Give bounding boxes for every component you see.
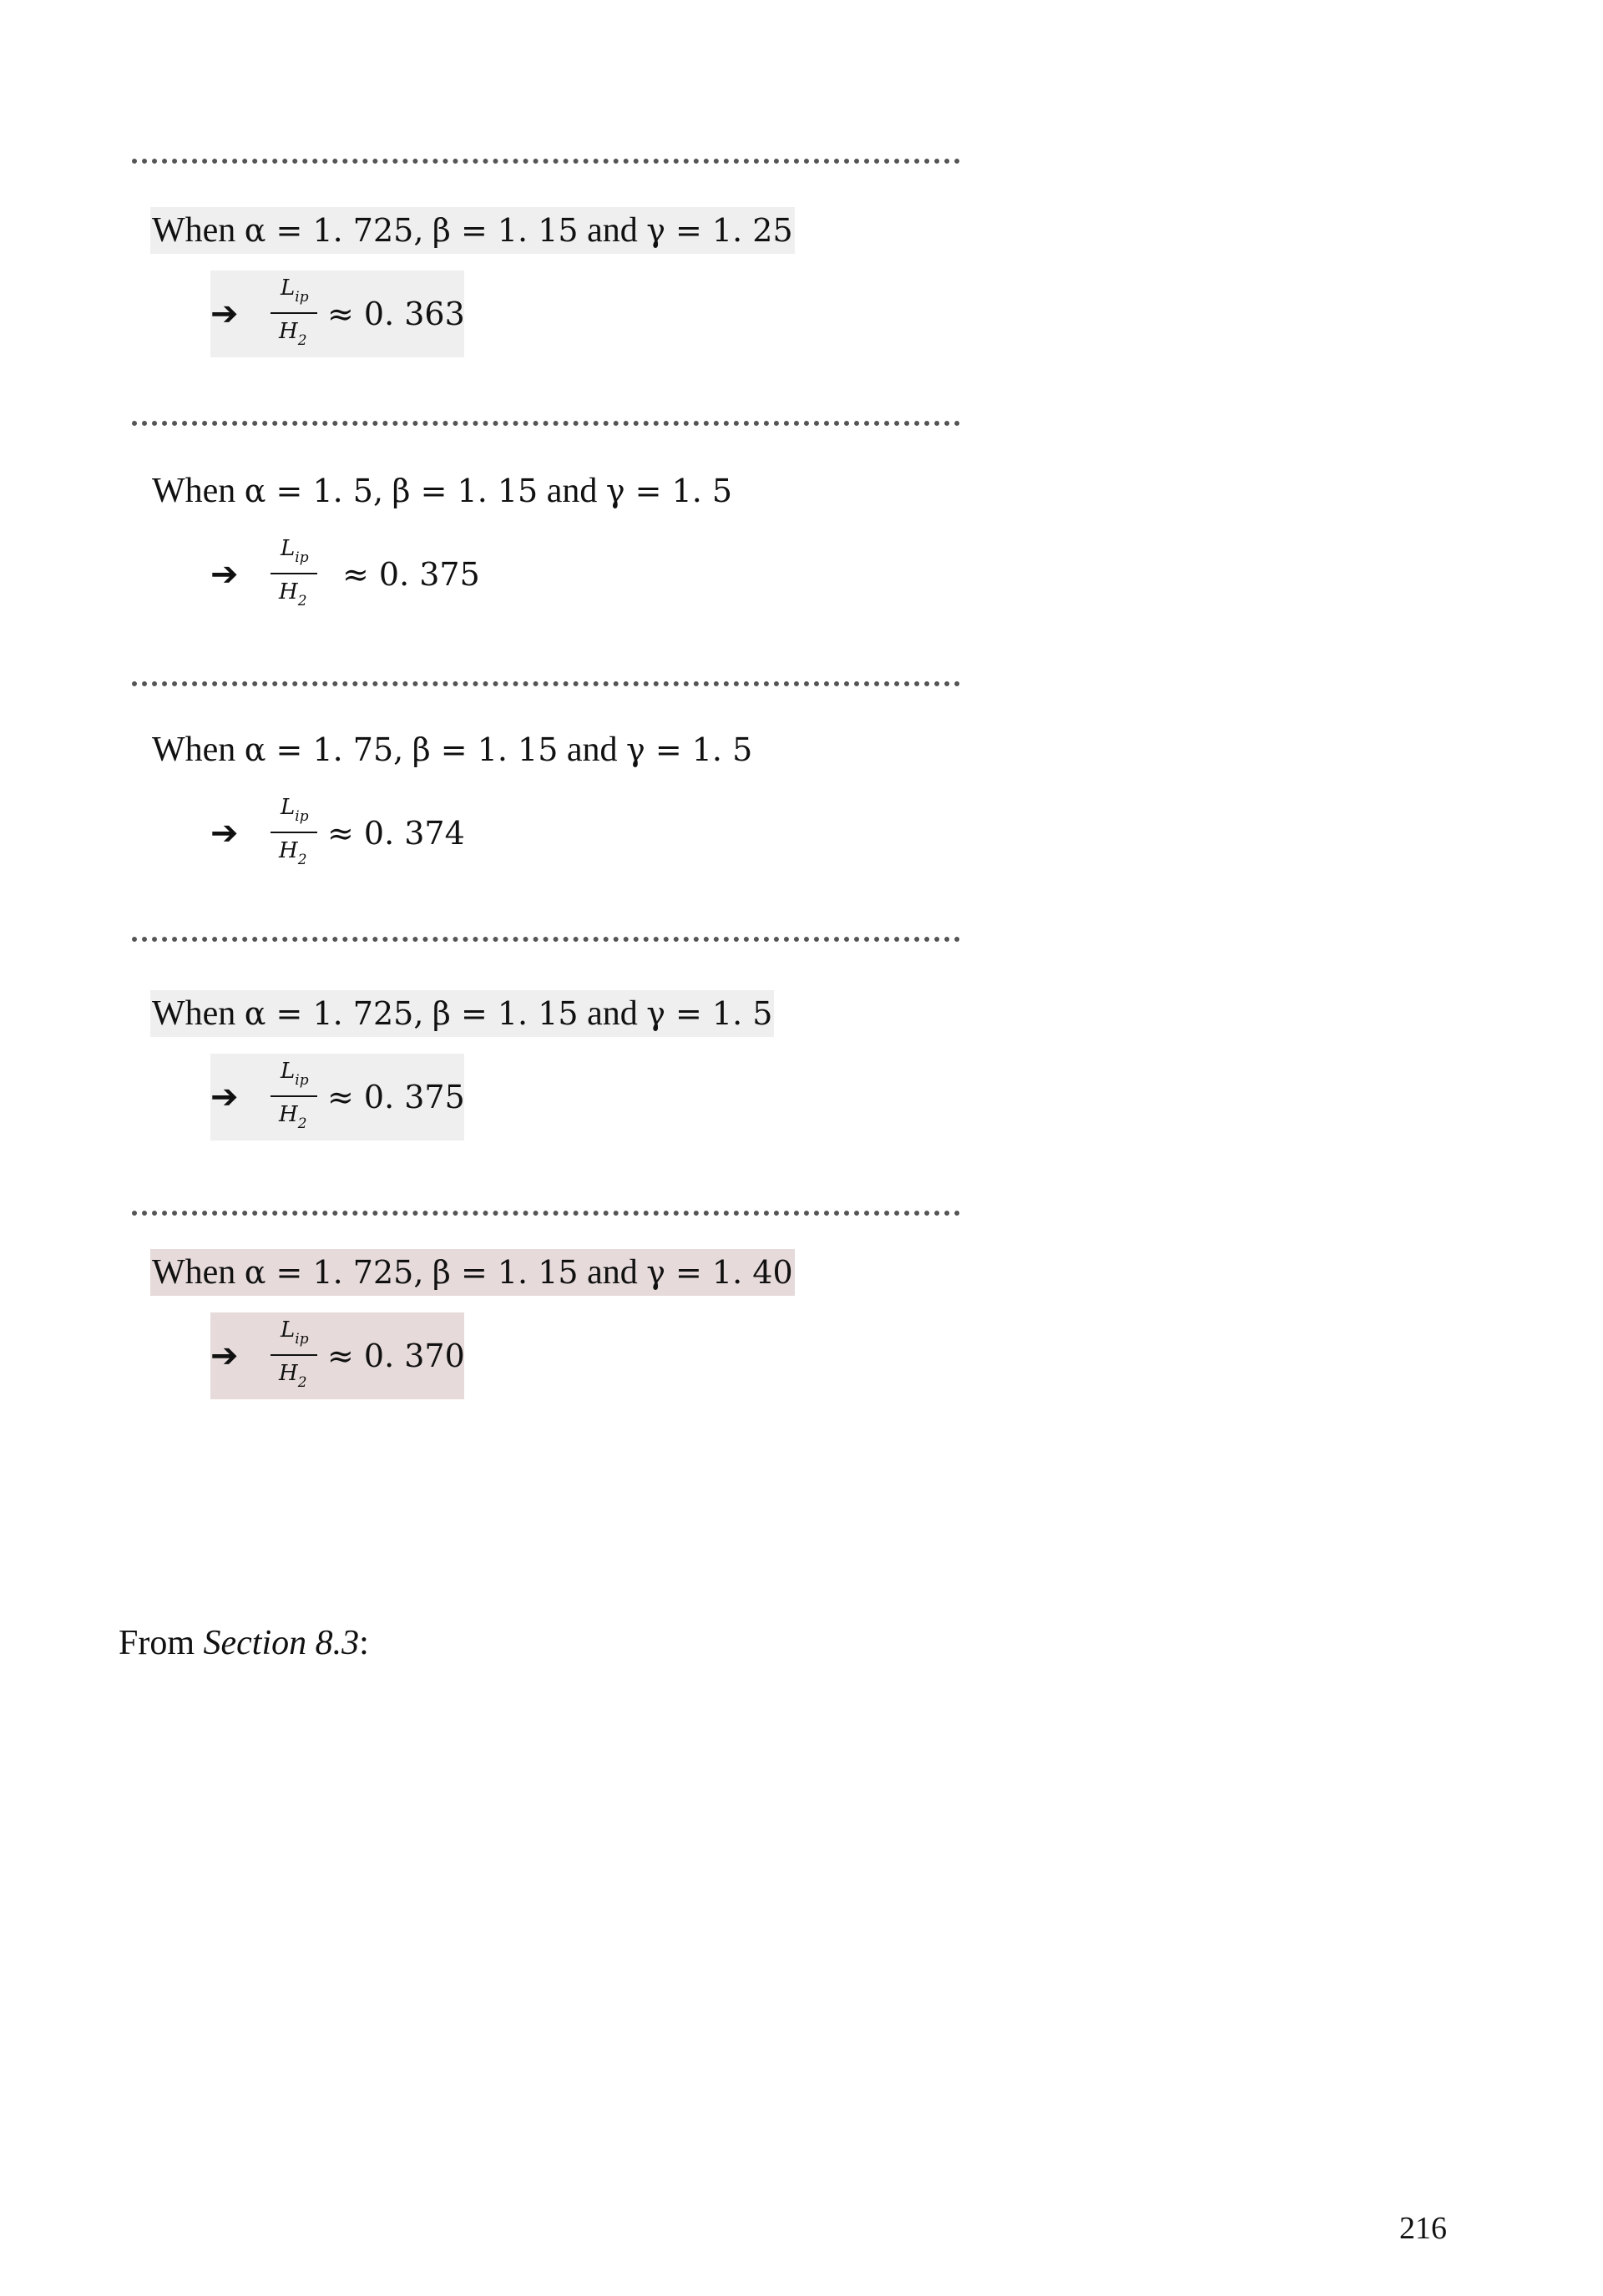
fraction-numerator: $L_{ip}$ — [281, 1317, 309, 1348]
fraction-numerator: $L_{ip}$ — [281, 536, 309, 566]
section-reference — [119, 1620, 369, 1666]
gamma-expression: γ = 1. 5 — [605, 473, 733, 509]
result-line — [210, 1054, 464, 1140]
right-arrow-icon: ➔ — [210, 555, 239, 594]
approx-value: ≈ 0. 374 — [327, 815, 465, 852]
result-line — [210, 1312, 464, 1399]
alpha-expression: α = 1. 5, — [244, 473, 384, 509]
condition-line — [150, 990, 774, 1037]
when-label: When — [152, 731, 236, 769]
dotted-separator — [132, 421, 960, 426]
fraction-numerator: $L_{ip}$ — [281, 795, 309, 825]
right-arrow-icon: ➔ — [210, 1078, 239, 1116]
section-name: Section 8.3 — [203, 1624, 360, 1662]
approx-value: ≈ 0. 363 — [327, 296, 465, 332]
and-word: and — [587, 211, 638, 250]
fraction-denominator: $H_2$ — [279, 319, 307, 349]
fraction-bar — [271, 1354, 317, 1356]
alpha-expression: α = 1. 725, — [244, 212, 424, 249]
alpha-expression: α = 1. 725, — [244, 1254, 424, 1291]
condition-line — [150, 726, 754, 773]
alpha-expression: α = 1. 725, — [244, 995, 424, 1032]
condition-line — [150, 1249, 795, 1296]
and-word: and — [566, 731, 618, 769]
right-arrow-icon: ➔ — [210, 814, 239, 852]
ratio-fraction — [271, 1314, 321, 1398]
fraction-denominator: $H_2$ — [279, 1102, 307, 1132]
fraction-bar — [271, 573, 317, 574]
right-arrow-icon: ➔ — [210, 1337, 239, 1375]
and-word: and — [587, 1253, 638, 1292]
result-line — [210, 271, 464, 357]
from-suffix: : — [359, 1624, 369, 1662]
fraction-denominator: $H_2$ — [279, 838, 307, 868]
fraction-bar — [271, 832, 317, 833]
when-label: When — [152, 211, 236, 250]
page-number: 216 — [1399, 2211, 1447, 2246]
ratio-fraction — [271, 791, 321, 875]
condition-line — [150, 207, 795, 254]
beta-expression: β = 1. 15 — [432, 995, 579, 1032]
when-label: When — [152, 994, 236, 1033]
approx-value: ≈ 0. 370 — [327, 1338, 465, 1374]
ratio-fraction — [271, 272, 321, 356]
dotted-separator — [132, 681, 960, 686]
condition-line — [150, 468, 734, 514]
ratio-fraction — [271, 533, 321, 616]
gamma-expression: γ = 1. 5 — [646, 995, 773, 1032]
result-line — [210, 790, 464, 877]
beta-expression: β = 1. 15 — [392, 473, 539, 509]
from-prefix: From — [119, 1624, 204, 1662]
dotted-separator — [132, 1211, 960, 1216]
fraction-numerator: $L_{ip}$ — [281, 1059, 309, 1089]
ratio-fraction — [271, 1055, 321, 1139]
and-word: and — [546, 472, 598, 510]
gamma-expression: γ = 1. 25 — [646, 212, 793, 249]
alpha-expression: α = 1. 75, — [244, 731, 404, 768]
fraction-bar — [271, 312, 317, 314]
approx-value: ≈ 0. 375 — [342, 556, 480, 593]
and-word: and — [587, 994, 638, 1033]
beta-expression: β = 1. 15 — [432, 212, 579, 249]
fraction-numerator: $L_{ip}$ — [281, 276, 309, 306]
right-arrow-icon: ➔ — [210, 295, 239, 333]
dotted-separator — [132, 159, 960, 164]
fraction-denominator: $H_2$ — [279, 1361, 307, 1391]
fraction-denominator: $H_2$ — [279, 579, 307, 609]
gamma-expression: γ = 1. 5 — [626, 731, 753, 768]
beta-expression: β = 1. 15 — [412, 731, 559, 768]
fraction-bar — [271, 1095, 317, 1097]
dotted-separator — [132, 937, 960, 942]
when-label: When — [152, 472, 236, 510]
approx-value: ≈ 0. 375 — [327, 1079, 465, 1115]
gamma-expression: γ = 1. 40 — [646, 1254, 793, 1291]
when-label: When — [152, 1253, 236, 1292]
result-line — [210, 531, 480, 618]
beta-expression: β = 1. 15 — [432, 1254, 579, 1291]
